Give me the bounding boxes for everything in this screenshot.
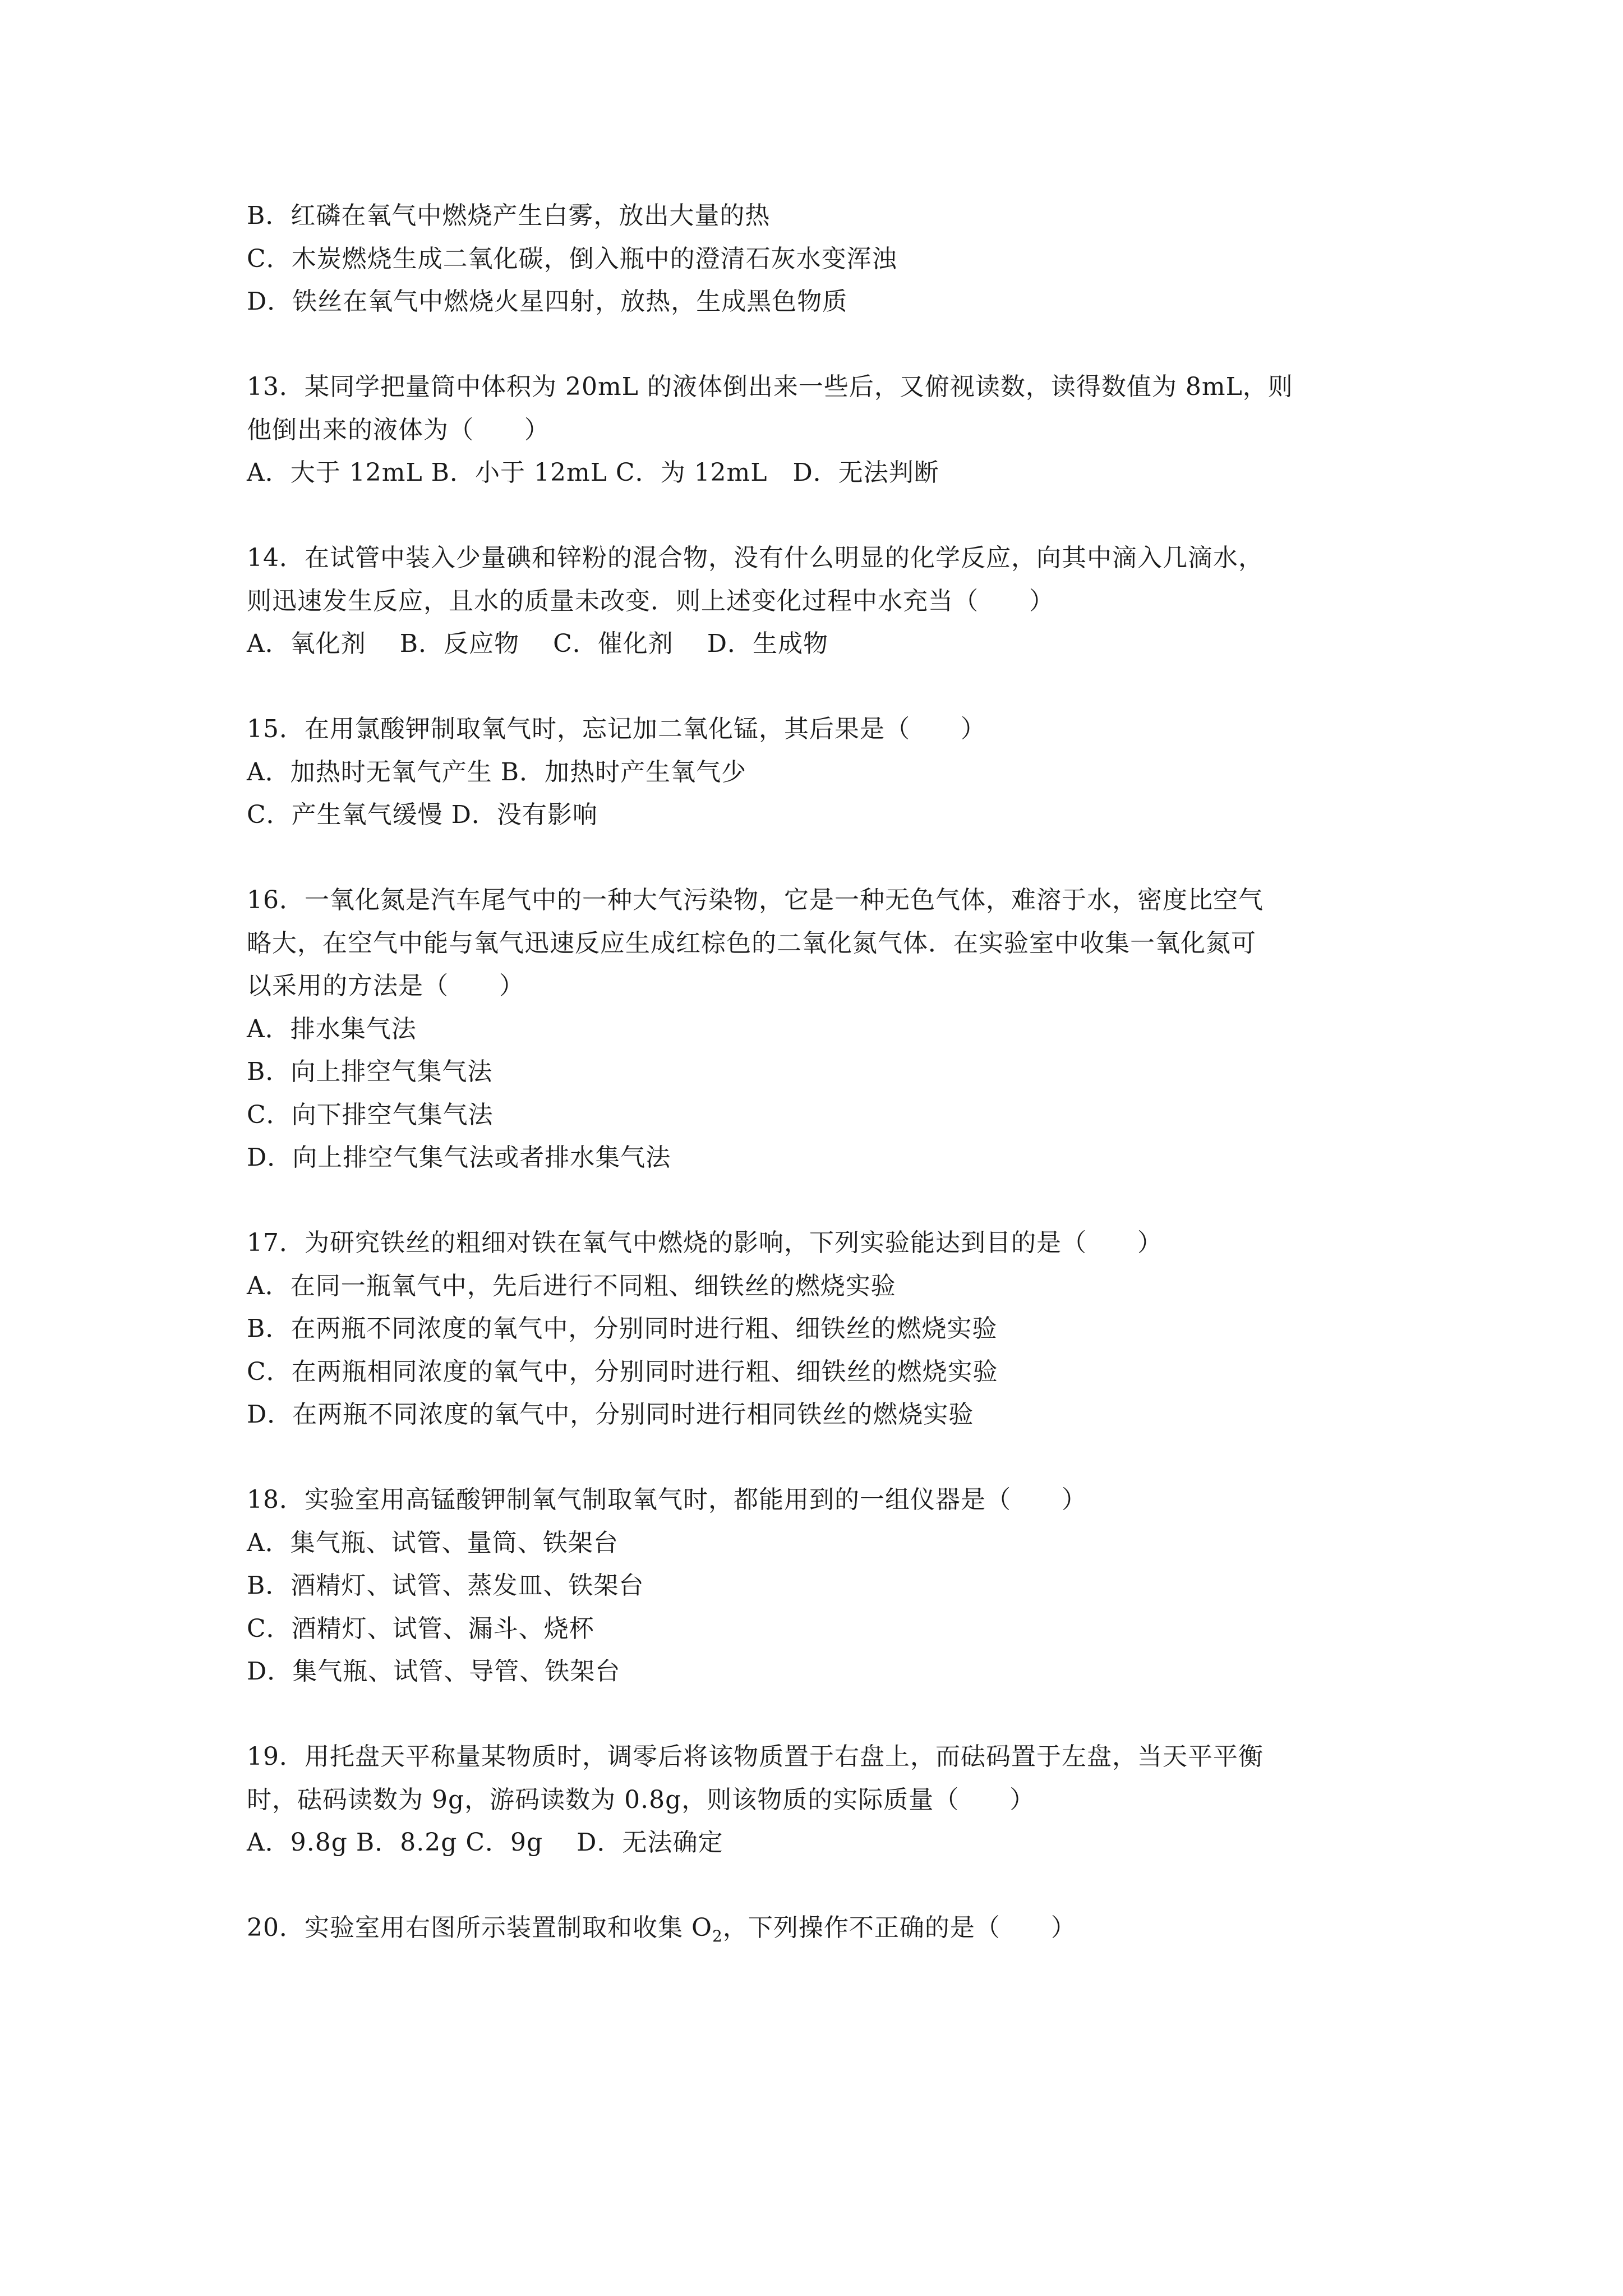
q20-stem-before: 20．实验室用右图所示装置制取和收集 O bbox=[247, 1913, 713, 1942]
q15-options-ab: A．加热时无氧气产生 B．加热时产生氧气少 bbox=[247, 758, 747, 786]
q14-stem-line2: 则迅速发生反应，且水的质量未改变．则上述变化过程中水充当（ ） bbox=[247, 587, 1054, 615]
q17-option-d: D．在两瓶不同浓度的氧气中，分别同时进行相同铁丝的燃烧实验 bbox=[247, 1400, 974, 1429]
q12-option-d: D．铁丝在氧气中燃烧火星四射，放热，生成黑色物质 bbox=[247, 287, 848, 316]
q15-stem: 15．在用氯酸钾制取氧气时，忘记加二氧化锰，其后果是（ ） bbox=[247, 715, 986, 743]
q20-stem-after: ，下列操作不正确的是（ ） bbox=[722, 1913, 1076, 1942]
q16-option-b: B．向上排空气集气法 bbox=[247, 1057, 493, 1086]
q15-options-cd: C．产生氧气缓慢 D．没有影响 bbox=[247, 800, 598, 829]
q16-stem-line1: 16．一氧化氮是汽车尾气中的一种大气污染物，它是一种无色气体，难溶于水，密度比空气 bbox=[247, 886, 1264, 914]
q16-stem-line2: 略大，在空气中能与氧气迅速反应生成红棕色的二氧化氮气体．在实验室中收集一氧化氮可 bbox=[247, 929, 1256, 958]
q17-option-c: C．在两瓶相同浓度的氧气中，分别同时进行粗、细铁丝的燃烧实验 bbox=[247, 1358, 998, 1386]
q16-option-c: C．向下排空气集气法 bbox=[247, 1101, 494, 1129]
q14-stem-line1: 14．在试管中装入少量碘和锌粉的混合物，没有什么明显的化学反应，向其中滴入几滴水， bbox=[247, 544, 1264, 572]
q17-stem: 17．为研究铁丝的粗细对铁在氧气中燃烧的影响，下列实验能达到目的是（ ） bbox=[247, 1228, 1163, 1257]
q18-option-b: B．酒精灯、试管、蒸发皿、铁架台 bbox=[247, 1571, 644, 1600]
q19-stem-line2: 时，砝码读数为 9g，游码读数为 0.8g，则该物质的实际质量（ ） bbox=[247, 1786, 1035, 1814]
q19-options: A．9.8g B．8.2g C．9g D．无法确定 bbox=[247, 1828, 723, 1857]
q16-stem-line3: 以采用的方法是（ ） bbox=[247, 972, 524, 1000]
q20-subscript: 2 bbox=[712, 1927, 723, 1945]
q18-option-d: D．集气瓶、试管、导管、铁架台 bbox=[247, 1657, 621, 1686]
q16-option-a: A．排水集气法 bbox=[247, 1015, 417, 1043]
q19-stem-line1: 19．用托盘天平称量某物质时，调零后将该物质置于右盘上，而砝码置于左盘，当天平平衡 bbox=[247, 1742, 1264, 1771]
q20-stem bbox=[247, 1911, 1076, 1945]
q16-option-d: D．向上排空气集气法或者排水集气法 bbox=[247, 1143, 671, 1172]
q17-option-a: A．在同一瓶氧气中，先后进行不同粗、细铁丝的燃烧实验 bbox=[247, 1272, 896, 1300]
q14-options: A．氧化剂 B．反应物 C．催化剂 D．生成物 bbox=[247, 629, 829, 658]
q12-option-c: C．木炭燃烧生成二氧化碳，倒入瓶中的澄清石灰水变浑浊 bbox=[247, 245, 897, 273]
q18-option-a: A．集气瓶、试管、量筒、铁架台 bbox=[247, 1529, 619, 1557]
q13-stem-line2: 他倒出来的液体为（ ） bbox=[247, 416, 550, 444]
q13-options: A．大于 12mL B．小于 12mL C．为 12mL D．无法判断 bbox=[247, 458, 939, 487]
q12-option-b: B．红磷在氧气中燃烧产生白雾，放出大量的热 bbox=[247, 201, 771, 230]
q13-stem-line1: 13．某同学把量筒中体积为 20mL 的液体倒出来一些后，又俯视读数，读得数值为 8mL，则 bbox=[247, 372, 1293, 401]
q18-stem: 18．实验室用高锰酸钾制氧气制取氧气时，都能用到的一组仪器是（ ） bbox=[247, 1485, 1087, 1514]
q17-option-b: B．在两瓶不同浓度的氧气中，分别同时进行粗、细铁丝的燃烧实验 bbox=[247, 1314, 998, 1343]
q18-option-c: C．酒精灯、试管、漏斗、烧杯 bbox=[247, 1614, 594, 1643]
